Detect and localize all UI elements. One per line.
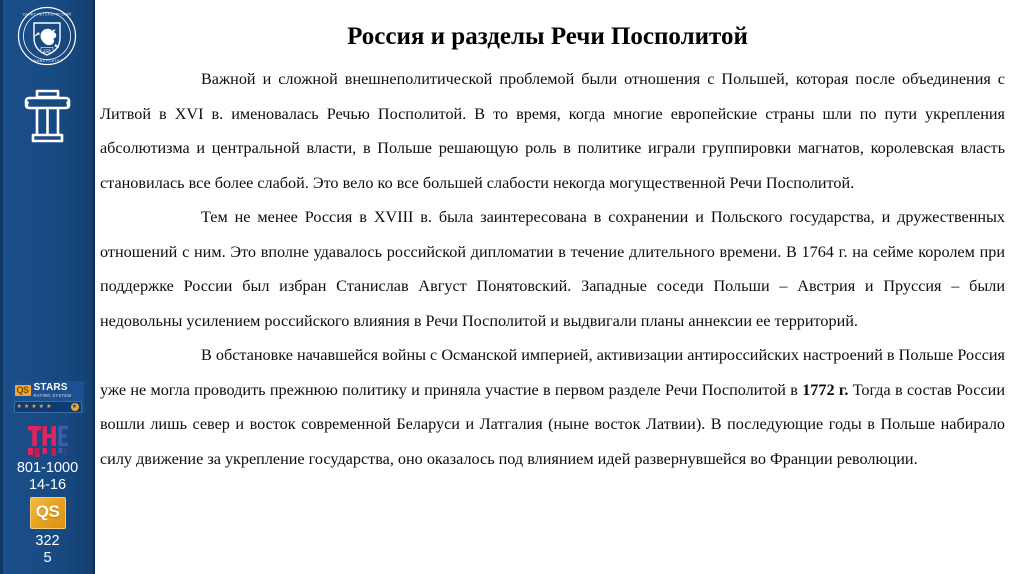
qs-stars-title: STARS	[33, 382, 68, 393]
paragraph-3-year-bold: 1772 г.	[802, 380, 849, 399]
svg-text:САНКТ-ПЕТЕРБУРГСКИЙ: САНКТ-ПЕТЕРБУРГСКИЙ	[22, 12, 72, 17]
star-icon: ★	[46, 404, 52, 411]
qs-stars-subtitle: RATING SYSTEM	[33, 393, 72, 398]
university-crest-icon	[17, 6, 77, 66]
qs-rank-national: 5	[43, 550, 52, 566]
slide-body-text	[100, 62, 1005, 476]
paragraph-1: Важной и сложной внешнеполитической проблемой были отношения с Польшей, которая после объединения с Литвой в XVI в. именовалась Речью Посполитой. В то время, когда многие европейские страны шли по пути укрепления абсолютизма и центральной власти, в Польше решающую роль в политике играли группировки магнатов, королевская власть становилась все более слабой. Это вело ко все большей слабости некогда могущественной Речи Посполитой.	[100, 70, 1005, 192]
paragraph-3	[100, 338, 1005, 476]
star-icon: ★	[23, 404, 30, 411]
qs-stars-badge	[0, 381, 95, 415]
paragraph-3-part-1: В обстановке начавшейся войны с Османской империей, активизации антироссийских настроений в Польше Россия уже не могла проводить прежнюю политику и приняла участие в первом разделе Речи Посполитой в	[100, 346, 1005, 399]
qs-stars-rating-bar	[14, 401, 82, 413]
star-icon: ★	[31, 404, 37, 411]
the-rank-national: 14-16	[28, 477, 67, 493]
star-icon: ★	[38, 404, 45, 411]
qs-stars-mark: QS	[16, 385, 29, 396]
star-icon: ★	[16, 404, 22, 411]
svg-text:УНИВЕРСИТЕТ: УНИВЕРСИТЕТ	[31, 59, 63, 63]
star-highlight-icon: ★	[71, 404, 78, 411]
the-logo-icon	[27, 424, 69, 458]
the-ranking-badge	[0, 424, 95, 494]
qs-ranking-badge	[0, 497, 95, 567]
qs-rank-world: 322	[35, 533, 60, 549]
paragraph-2: Тем не менее Россия в XVIII в. была заинтересована в сохранении и Польского государства, и дружественных отношений с ним. Это вполне удавалось российской дипломатии в течение длительного времени. В 1764 г. на сейме королем при поддержке России был избран Станислав Август Понятовский. Западные соседи Польши – Австрия и Пруссия – были недовольны усилением российского влияния в Речи Посполитой и выдвигали планы аннексии ее территорий.	[100, 208, 1005, 330]
page-title: Россия и разделы Речи Посполитой	[347, 23, 748, 50]
the-rank-range: 801-1000	[16, 460, 79, 476]
svg-text:1724: 1724	[43, 48, 51, 53]
qs-logo-text: QS	[35, 502, 60, 521]
qs-logo-icon	[30, 497, 66, 529]
slide-content	[95, 0, 1024, 574]
classical-column-icon	[20, 88, 75, 146]
paragraph-3-part-2: Тогда в состав России вошли лишь север и восток современной Беларуси и Латгалия (ныне восток Латвии). В последующие годы в Польше набирало силу движение за укрепление государства, оно оказалось под влиянием идей развернувшейся во Франции революции.	[100, 380, 1005, 468]
sidebar	[0, 0, 95, 574]
